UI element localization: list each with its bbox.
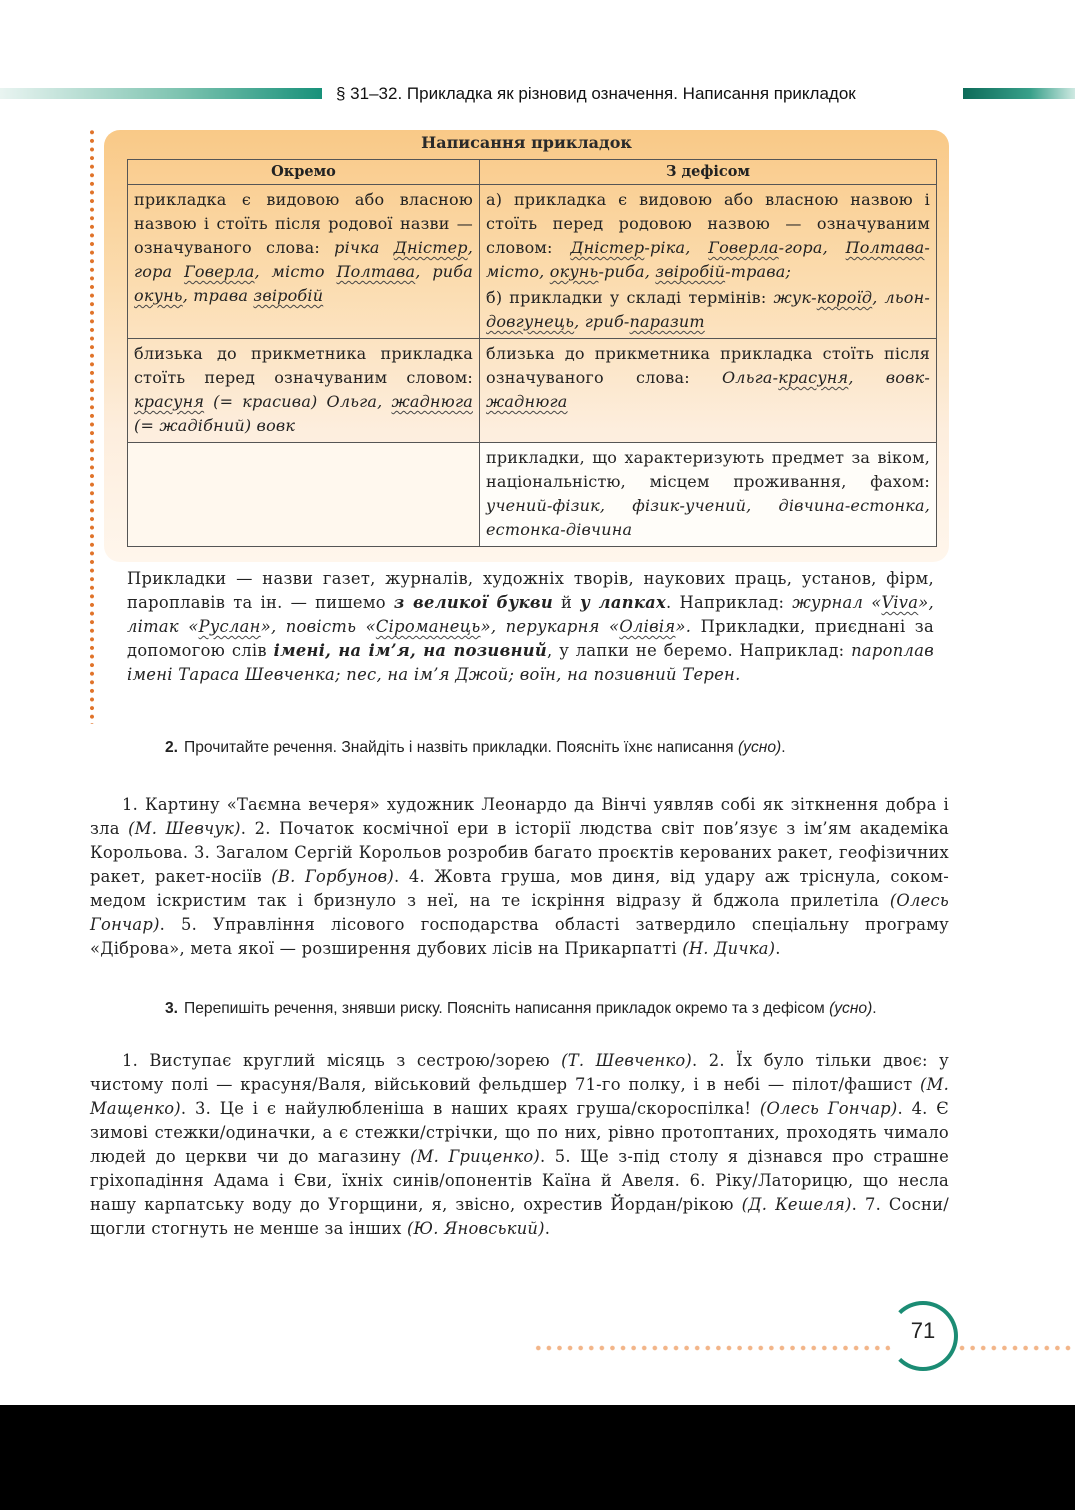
exercise-2-instruction	[165, 737, 885, 759]
appositive-word: звіробій	[655, 262, 726, 281]
example-text: ».	[675, 617, 692, 636]
rule-item-a	[486, 188, 930, 284]
example-text: , риба	[415, 262, 473, 281]
text-run: Прикладки — назви газет, журналів, художніх творів, наукових праць, установ, фірм, пароплавів та ін. — пишемо	[127, 569, 934, 612]
example-text: (Ю. Яновський)	[406, 1219, 545, 1238]
header-decor-bar-left	[0, 88, 322, 99]
example-text: , гриб-	[574, 312, 630, 331]
appositive-word: довгунець	[486, 312, 575, 331]
appositive-word: паразит	[629, 312, 705, 331]
page-number: 71	[910, 1318, 936, 1343]
example-text: (В. Горбунов)	[271, 867, 394, 886]
exercise-tail: .	[781, 739, 786, 756]
table-row	[128, 185, 937, 339]
example-text: -риба,	[598, 262, 656, 281]
rules-box	[104, 130, 949, 562]
example-text: , гора	[134, 238, 473, 281]
example-text: », літак «	[127, 593, 935, 636]
exercise-text: Прочитайте речення. Знайдіть і назвіть прикладки. Поясніть їхнє написання	[184, 739, 738, 756]
rules-note-paragraph	[127, 567, 934, 687]
appositive-word: жаднюга	[486, 392, 568, 411]
appositive-word: Руслан	[198, 617, 261, 636]
example-text: , місто	[254, 262, 337, 281]
text-run: й	[553, 593, 581, 612]
appositive-word: Дністер	[393, 238, 468, 257]
appositive-word: Говерла	[184, 262, 255, 281]
rules-box-title: Написання прикладок	[421, 133, 632, 152]
example-text: (М. Мащенко)	[90, 1075, 949, 1118]
example-text: (Н. Дичка)	[682, 939, 776, 958]
example-text: -гора,	[778, 238, 846, 257]
exercise-number: 3.	[165, 1000, 179, 1017]
text-run: . Наприклад:	[666, 593, 793, 612]
text-run: . 2. Їх було тільки двоє: у чистому полі — красуня/Валя, військовий фельдшер 71-го полку, і в небі — пілот/фашист	[90, 1051, 949, 1094]
example-text: річка	[334, 238, 394, 257]
rule-cell	[128, 339, 480, 443]
text-run: а) прикладка є видовою або власною назвою і стоїть перед родовою назвою — означуваним словом:	[486, 190, 930, 257]
text-run: . 7. Сосни/щогли стогнуть не менше за інших	[90, 1195, 949, 1238]
appositive-word: Сіроманець	[375, 617, 481, 636]
example-text: , вовк-	[848, 368, 930, 387]
text-run: . 3. Це і є найулюбленіша в наших краях груша/скороспілка!	[180, 1099, 760, 1118]
column-header-separate: Окремо	[128, 160, 480, 185]
example-text: (Олесь Гончар)	[759, 1099, 898, 1118]
exercise-note: (усно)	[737, 739, 782, 756]
example-text: Ольга-	[721, 368, 779, 387]
text-run: , у лапки не беремо. Наприклад:	[547, 641, 852, 660]
example-text: », перукарня «	[480, 617, 620, 636]
exercise-text: Перепишіть речення, знявши риску. Поясніть написання прикладок окремо та з дефісом	[184, 1000, 830, 1017]
exercise-note: (усно)	[829, 1000, 873, 1017]
section-number: § 31–32.	[336, 84, 403, 103]
appositive-word: красуня	[778, 368, 849, 387]
example-text: (Олесь Гончар)	[90, 891, 949, 934]
rule-cell	[480, 185, 937, 339]
text-run: Прикладки, приєднані за допомогою слів	[127, 617, 934, 660]
appositive-word: Олівія	[619, 617, 676, 636]
example-text: (Т. Шевченко)	[561, 1051, 692, 1070]
section-title: Прикладка як різновид означення. Написання прикладок	[406, 84, 856, 103]
exercise-tail: .	[872, 1000, 877, 1017]
example-text: », повість «	[260, 617, 376, 636]
text-run: 1. Картину «Таємна вечеря» художник Леонардо да Вінчі уявляв собі як зіткнення добра і зла	[90, 795, 949, 838]
text-run: . 5. Ще з-під столу я дізнався про страшне гріхопадіння Адама і Єви, їхніх синів/опонентів Каїна й Авеля. 6. Ріку/Латорицю, що несла нашу карпатську воду до Угорщини, я, звісно, охрестив Йордан/рікою	[90, 1147, 949, 1214]
appositive-word: короїд	[816, 288, 873, 307]
example-text: , трава	[182, 286, 254, 305]
exercise-3-instruction	[165, 998, 885, 1020]
example-text: (Д. Кешеля)	[741, 1195, 852, 1214]
appositive-word: окунь	[549, 262, 599, 281]
text-run: прикладки, що характеризують предмет за віком, національністю, місцем проживання, фахом:	[486, 448, 930, 491]
rule-item-b	[486, 286, 930, 334]
appositive-word: Говерла	[708, 238, 779, 257]
exercise-2-text	[90, 793, 949, 961]
emphasis-text: з великої букви	[393, 593, 554, 612]
example-text: (= красива) Ольга,	[204, 392, 392, 411]
exercise-number: 2.	[165, 739, 179, 756]
exercise-3-text	[90, 1049, 949, 1241]
text-run: . 4. Є зимові стежки/одиначки, а є стежки/стрічки, що по них, рівно протоптаних, проходять чимало людей до церкви чи до магазину	[90, 1099, 949, 1166]
example-text: (= жадібний) вовк	[134, 416, 296, 435]
text-run: б) прикладки у складі термінів:	[486, 288, 774, 307]
example-text: журнал «	[792, 593, 882, 612]
table-row	[128, 443, 937, 547]
rule-cell	[480, 339, 937, 443]
rules-table	[127, 159, 937, 547]
emphasis-text: імені, на ім’я, на позивний	[273, 641, 548, 660]
example-text: учений-фізик, фізик-учений, дівчина-естонка, естонка-дівчина	[486, 496, 930, 539]
example-text: -ріка,	[644, 238, 709, 257]
appositive-word: красуня	[134, 392, 205, 411]
rule-cell	[480, 443, 937, 547]
text-run: близька до прикметника прикладка стоїть після означуваного слова:	[486, 344, 930, 387]
example-text: (М. Шевчук)	[128, 819, 241, 838]
table-row	[128, 339, 937, 443]
example-text: пароплав імені Тараса Шевченка; пес, на ім’я Джой; воїн, на позивний Терен.	[127, 641, 934, 684]
example-text: , льон-	[872, 288, 930, 307]
text-run: прикладка є видовою або власною назвою і стоїть після родової назви — означуваного слова:	[134, 190, 473, 257]
footer-dotted-line	[533, 1344, 1075, 1352]
appositive-word: звіробій	[253, 286, 324, 305]
appositive-word: Полтава	[845, 238, 925, 257]
rule-cell	[128, 185, 480, 339]
text-run: .	[775, 939, 781, 958]
appositive-word: Дністер	[570, 238, 645, 257]
example-text: (М. Гриценко)	[410, 1147, 540, 1166]
text-run: . 4. Жовта груша, мов диня, від удару аж тріснула, соком-медом іскристим так і бризнуло з неї, на те іскріння відразу й бджола прилетіла	[90, 867, 949, 910]
rules-table-header	[128, 160, 937, 185]
appositive-word: жаднюга	[391, 392, 473, 411]
appositive-word: окунь	[134, 286, 183, 305]
text-run: . 2. Початок космічної ери в історії людства світ пов’язує з ім’ям академіка Корольова. 3. Загалом Сергій Корольов розробив багато проєктів керованих ракет, геофізичних ракет, ракет-носіїв	[90, 819, 949, 886]
text-run: .	[544, 1219, 551, 1238]
appositive-word: Полтава	[336, 262, 416, 281]
header-decor-bar-right	[963, 88, 1075, 99]
text-run: . 5. Управління лісового господарства області затвердило спеціальну програму «Діброва», мета якої — розширення дубових лісів на Прикарпатті	[90, 915, 949, 958]
emphasis-text: у лапках	[580, 593, 667, 612]
running-header	[336, 84, 856, 104]
example-text: -трава;	[725, 262, 792, 281]
column-header-hyphen: З дефісом	[480, 160, 937, 185]
example-text: жук-	[773, 288, 817, 307]
side-dotted-rule	[89, 128, 95, 724]
example-text: -місто,	[486, 238, 931, 281]
empty-cell	[128, 443, 480, 547]
text-run: 1. Виступає круглий місяць з сестрою/зорею	[122, 1051, 562, 1070]
text-run: близька до прикметника прикладка стоїть перед означуваним словом:	[134, 344, 473, 387]
appositive-word: Viva	[881, 593, 919, 612]
